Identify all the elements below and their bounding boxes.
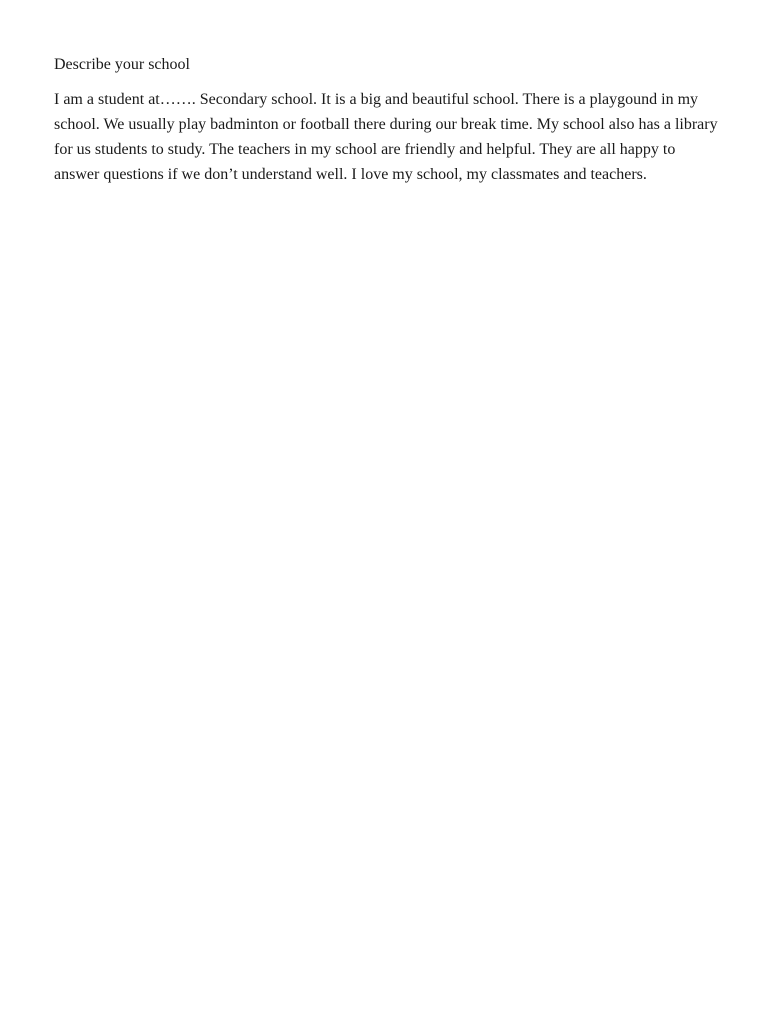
document-content bbox=[54, 53, 719, 187]
document-paragraph: I am a student at……. Secondary school. It is a big and beautiful school. There is a playgound in my school. We usually play badminton or football there during our break time. My school also has a library for us students to study. The teachers in my school are friendly and helpful. They are all happy to answer questions if we don’t understand well. I love my school, my classmates and teachers. bbox=[54, 91, 718, 183]
document-title: Describe your school bbox=[54, 56, 190, 73]
